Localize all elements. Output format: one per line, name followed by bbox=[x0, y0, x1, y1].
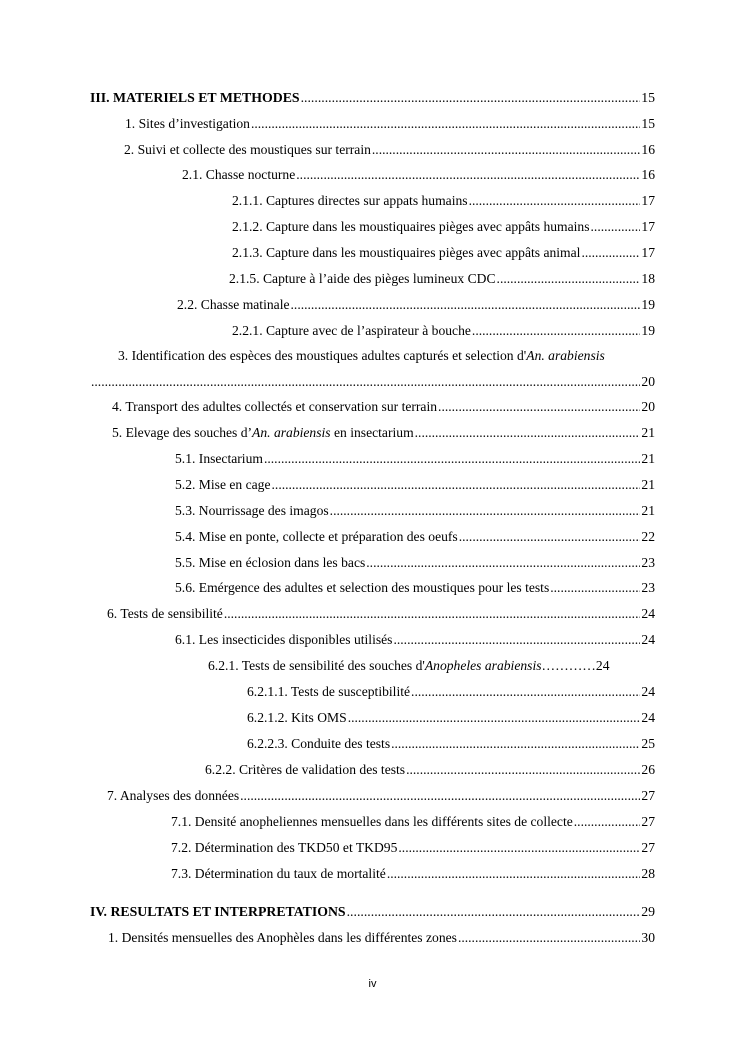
label-part: en insectarium bbox=[330, 425, 414, 440]
toc-page-number: 27 bbox=[641, 788, 655, 803]
toc-page-number: 27 bbox=[641, 840, 655, 855]
leader-dots bbox=[415, 424, 641, 442]
toc-page-number: 17 bbox=[641, 245, 655, 260]
toc-entry-label: 7.1. Densité anopheliennes mensuelles dans les différents sites de collecte bbox=[171, 814, 573, 829]
toc-page-number: 15 bbox=[641, 90, 655, 105]
toc-entry-label: 2.1. Chasse nocturne bbox=[182, 167, 296, 182]
toc-entry-mise-en-cage bbox=[175, 476, 655, 494]
toc-page-number: 28 bbox=[641, 866, 655, 881]
toc-entry-transport bbox=[112, 398, 655, 416]
page-number-footer: iv bbox=[368, 978, 377, 990]
toc-entry-label: 5.5. Mise en éclosion dans les bacs bbox=[175, 555, 366, 570]
toc-page-number: 23 bbox=[641, 555, 655, 570]
toc-entry-label: 5.1. Insectarium bbox=[175, 451, 263, 466]
toc-page-number: 19 bbox=[641, 297, 655, 312]
toc-page-number: 29 bbox=[641, 904, 655, 919]
toc-entry-label: 4. Transport des adultes collectés et conservation sur terrain bbox=[112, 399, 438, 414]
leader-dots bbox=[264, 450, 640, 468]
toc-entry-tkd bbox=[171, 839, 655, 857]
toc-page-number: 26 bbox=[641, 762, 655, 777]
toc-page-number: 24 bbox=[595, 658, 610, 673]
toc-entry-identification-line1 bbox=[118, 347, 605, 365]
toc-entry-eclosion bbox=[175, 554, 655, 572]
toc-entry-tests-souches bbox=[208, 657, 609, 675]
toc-entry-label: III. MATERIELS ET METHODES bbox=[90, 90, 300, 105]
label-part: 5. Elevage des souches d’ bbox=[112, 425, 253, 440]
toc-entry-sites bbox=[125, 115, 655, 133]
toc-entry-kits-oms bbox=[247, 709, 655, 727]
toc-page-number: 23 bbox=[641, 580, 655, 595]
toc-entry-pieges-cdc bbox=[229, 270, 655, 288]
toc-entry-conduite-tests bbox=[247, 735, 655, 753]
leader-dots bbox=[411, 683, 640, 701]
toc-entry-chasse-matinale bbox=[177, 296, 655, 314]
toc-page-number: 22 bbox=[641, 529, 655, 544]
leader-dots bbox=[459, 528, 641, 546]
toc-page-number: 24 bbox=[641, 710, 655, 725]
toc-entry-chasse-nocturne bbox=[182, 166, 655, 184]
toc-entry-label: 6.2.1.2. Kits OMS bbox=[247, 710, 347, 725]
toc-entry-analyses bbox=[107, 787, 655, 805]
leader-dots bbox=[240, 787, 640, 805]
leader-dots bbox=[224, 605, 641, 623]
toc-page-number: 20 bbox=[641, 399, 655, 414]
toc-entry-label: 2.1.2. Capture dans les moustiquaires pièges avec appâts humains bbox=[232, 219, 590, 234]
toc-entry-insectarium bbox=[175, 450, 655, 468]
toc-page-number: 20 bbox=[641, 374, 655, 389]
leader-dots bbox=[458, 929, 640, 947]
toc-page-number: 21 bbox=[641, 477, 655, 492]
toc-entry-capture-animal bbox=[232, 244, 655, 262]
toc-entry-resultats bbox=[90, 903, 655, 921]
leader-dots bbox=[497, 270, 641, 288]
toc-entry-label: 2.1.3. Capture dans les moustiquaires pièges avec appâts animal bbox=[232, 245, 581, 260]
toc-entry-label: 6.2.1. Tests de sensibilité des souches d' bbox=[208, 658, 425, 673]
toc-page-number: 24 bbox=[641, 606, 655, 621]
toc-page-number: 19 bbox=[641, 323, 655, 338]
toc-page-number: 17 bbox=[641, 193, 655, 208]
toc-entry-label: 5.2. Mise en cage bbox=[175, 477, 271, 492]
toc-entry-criteres-validation bbox=[205, 761, 655, 779]
toc-entry-label: 5.4. Mise en ponte, collecte et préparation des oeufs bbox=[175, 529, 458, 544]
toc-page-number: 27 bbox=[641, 814, 655, 829]
species-name: Anopheles arabiensis bbox=[424, 658, 542, 673]
toc-entry-label: 2. Suivi et collecte des moustiques sur terrain bbox=[124, 142, 371, 157]
toc-page-number: 25 bbox=[641, 736, 655, 751]
toc-page-number: 24 bbox=[641, 684, 655, 699]
toc-page-number: 30 bbox=[641, 930, 655, 945]
toc-entry-label: 2.1.5. Capture à l’aide des pièges lumineux CDC bbox=[229, 271, 496, 286]
toc-entry-mise-en-ponte bbox=[175, 528, 655, 546]
leader-dots bbox=[391, 735, 640, 753]
leader-dots bbox=[301, 89, 641, 107]
toc-entry-label bbox=[112, 424, 414, 442]
toc-entry-aspirateur bbox=[232, 322, 655, 340]
toc-entry-label: 6.2.2. Critères de validation des tests bbox=[205, 762, 406, 777]
leader-dots bbox=[251, 115, 640, 133]
leader-dots bbox=[574, 813, 641, 831]
species-name: An. arabiensis bbox=[252, 425, 331, 440]
toc-entry-materiels-methodes bbox=[90, 89, 655, 107]
leader-dots bbox=[550, 579, 640, 597]
leader-dots bbox=[372, 141, 641, 159]
toc-entry-label: 2.2. Chasse matinale bbox=[177, 297, 290, 312]
leader-dots bbox=[472, 322, 640, 340]
toc-entry-label: 2.2.1. Capture avec de l’aspirateur à bouche bbox=[232, 323, 471, 338]
species-name: An. arabiensis bbox=[526, 348, 605, 363]
leader-dots bbox=[272, 476, 641, 494]
toc-entry-label: 5.3. Nourrissage des imagos bbox=[175, 503, 329, 518]
toc-entry-label: 7. Analyses des données bbox=[107, 788, 240, 803]
leader-dots bbox=[406, 761, 640, 779]
toc-entry-label: 6.2.1.1. Tests de susceptibilité bbox=[247, 684, 411, 699]
leader-dots bbox=[438, 398, 640, 416]
toc-entry-densite bbox=[171, 813, 655, 831]
toc-entry-suivi-collecte bbox=[124, 141, 655, 159]
leader-dots bbox=[581, 244, 640, 262]
toc-page-number: 21 bbox=[641, 451, 655, 466]
ellipsis-leader: ………… bbox=[541, 658, 596, 673]
toc-page-number: 21 bbox=[641, 425, 655, 440]
toc-page-number: 15 bbox=[641, 116, 655, 131]
toc-entry-identification-line2 bbox=[90, 373, 655, 391]
toc-entry-label: 1. Sites d’investigation bbox=[125, 116, 250, 131]
toc-entry-label: 7.2. Détermination des TKD50 et TKD95 bbox=[171, 840, 398, 855]
toc-page-number: 17 bbox=[641, 219, 655, 234]
leader-dots bbox=[366, 554, 640, 572]
toc-entry-label: 1. Densités mensuelles des Anophèles dans les différentes zones bbox=[108, 930, 457, 945]
toc-page-number: 18 bbox=[641, 271, 655, 286]
toc-entry-mortalite bbox=[171, 865, 655, 883]
toc-entry-label: 6.2.2.3. Conduite des tests bbox=[247, 736, 391, 751]
toc-entry-label: 7.3. Détermination du taux de mortalité bbox=[171, 866, 386, 881]
toc-entry-label: 6.1. Les insecticides disponibles utilisés bbox=[175, 632, 393, 647]
leader-dots bbox=[393, 631, 640, 649]
toc-page-number: 16 bbox=[641, 167, 655, 182]
leader-dots bbox=[591, 218, 641, 236]
toc-entry-densites-mensuelles bbox=[108, 929, 655, 947]
toc-entry-insecticides bbox=[175, 631, 655, 649]
toc-entry-label: 6. Tests de sensibilité bbox=[107, 606, 223, 621]
toc-page-number: 21 bbox=[641, 503, 655, 518]
toc-entry-elevage bbox=[112, 424, 655, 442]
toc-entry-tests-sensibilite bbox=[107, 605, 655, 623]
toc-entry-label: 3. Identification des espèces des moustiques adultes capturés et selection d' bbox=[118, 348, 527, 363]
leader-dots bbox=[330, 502, 641, 520]
leader-dots bbox=[296, 166, 640, 184]
toc-entry-tests-susceptibilite bbox=[247, 683, 655, 701]
leader-dots bbox=[291, 296, 641, 314]
leader-dots bbox=[91, 373, 640, 391]
leader-dots bbox=[387, 865, 641, 883]
toc-entry-label: 2.1.1. Captures directes sur appats humains bbox=[232, 193, 468, 208]
toc-page-number: 24 bbox=[641, 632, 655, 647]
leader-dots bbox=[348, 709, 641, 727]
leader-dots bbox=[347, 903, 641, 921]
toc-entry-nourrissage bbox=[175, 502, 655, 520]
toc-entry-label: 5.6. Emérgence des adultes et selection des moustiques pour les tests bbox=[175, 580, 550, 595]
toc-entry-captures-directes bbox=[232, 192, 655, 210]
toc-page-number: 16 bbox=[641, 142, 655, 157]
leader-dots bbox=[398, 839, 640, 857]
toc-entry-label: IV. RESULTATS ET INTERPRETATIONS bbox=[90, 904, 346, 919]
leader-dots bbox=[469, 192, 641, 210]
toc-entry-capture-humains bbox=[232, 218, 655, 236]
toc-entry-emergence bbox=[175, 579, 655, 597]
